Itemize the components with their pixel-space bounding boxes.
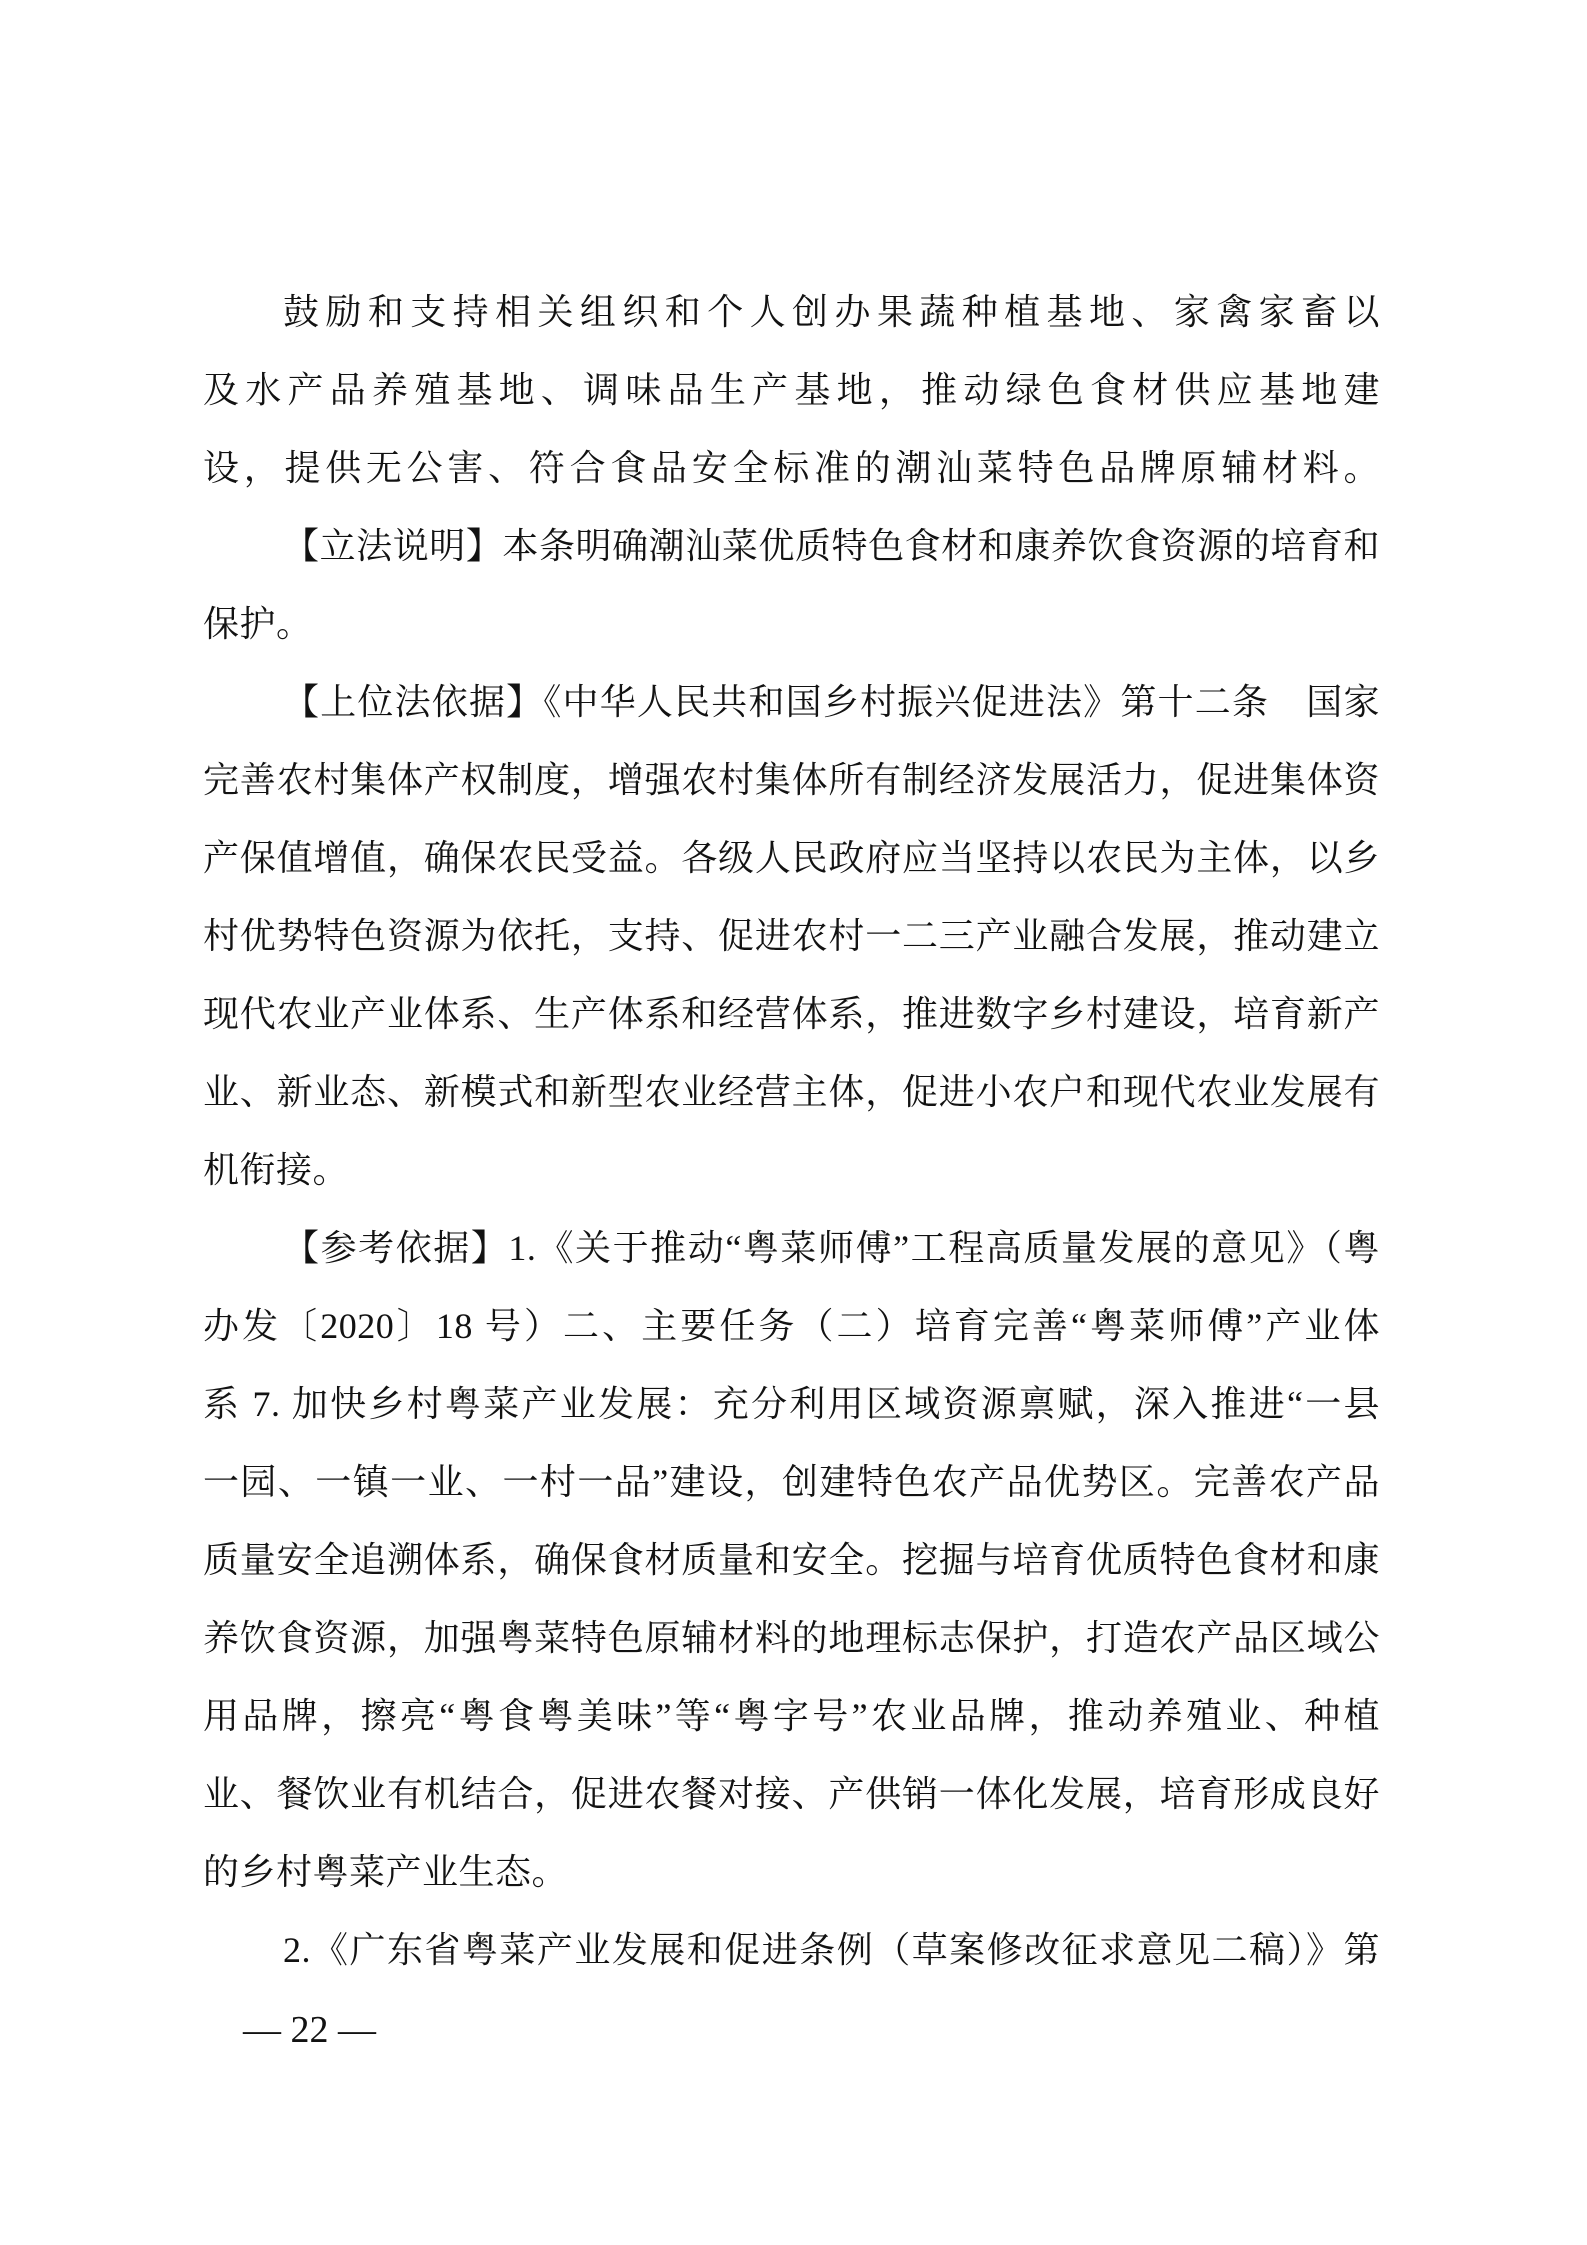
text-line: 设，提供无公害、符合食品安全标准的潮汕菜特色品牌原辅材料。 [203,448,1380,488]
text-line: 一园、一镇一业、一村一品”建设，创建特色农产品优势区。完善农产品 [203,1462,1380,1502]
text-line: 现代农业产业体系、生产体系和经营体系，推进数字乡村建设，培育新产 [203,994,1380,1034]
text-line: 村优势特色资源为依托，支持、促进农村一二三产业融合发展，推动建立 [203,916,1380,956]
text-line: 机衔接。 [203,1150,350,1190]
text-line: 鼓励和支持相关组织和个人创办果蔬种植基地、家禽家畜以 [283,292,1380,332]
text-line: 【上位法依据】《中华人民共和国乡村振兴促进法》第十二条 国家 [283,682,1380,722]
text-line: 业、新业态、新模式和新型农业经营主体，促进小农户和现代农业发展有 [203,1072,1380,1112]
text-line: 【立法说明】本条明确潮汕菜优质特色食材和康养饮食资源的培育和 [283,526,1380,566]
text-block [203,273,1380,1989]
text-line: 完善农村集体产权制度，增强农村集体所有制经济发展活力，促进集体资 [203,760,1380,800]
text-line: 系 7. 加快乡村粤菜产业发展：充分利用区域资源禀赋，深入推进“一县 [203,1384,1380,1424]
text-line: 2.《广东省粤菜产业发展和促进条例（草案修改征求意见二稿）》第 [283,1930,1380,1970]
text-line: 业、餐饮业有机结合，促进农餐对接、产供销一体化发展，培育形成良好 [203,1774,1380,1814]
text-line: 及水产品养殖基地、调味品生产基地，推动绿色食材供应基地建 [203,370,1380,410]
text-line: 养饮食资源，加强粤菜特色原辅材料的地理标志保护，打造农产品区域公 [203,1618,1380,1658]
text-line: 用品牌，擦亮“粤食粤美味”等“粤字号”农业品牌，推动养殖业、种植 [203,1696,1380,1736]
text-line: 产保值增值，确保农民受益。各级人民政府应当坚持以农民为主体，以乡 [203,838,1380,878]
text-line: 质量安全追溯体系，确保食材质量和安全。挖掘与培育优质特色食材和康 [203,1540,1380,1580]
text-line: 的乡村粤菜产业生态。 [203,1852,569,1892]
page-number: — 22 — [243,2009,376,2051]
text-line: 保护。 [203,604,313,644]
text-line: 【参考依据】1.《关于推动“粤菜师傅”工程高质量发展的意见》（粤 [283,1228,1380,1268]
text-line: 办发〔2020〕18 号）二、主要任务（二）培育完善“粤菜师傅”产业体 [203,1306,1380,1346]
